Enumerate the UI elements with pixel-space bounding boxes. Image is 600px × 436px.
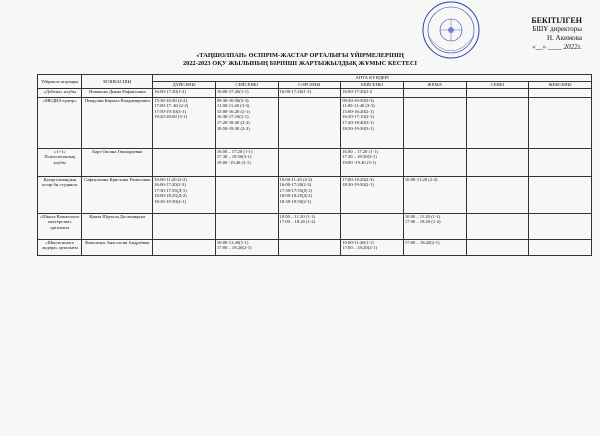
time-slot: 15:30-16:50 (2-2) — [154, 97, 188, 103]
leader-name: Қамза Шұғыла Досжанқызы — [82, 213, 153, 239]
schedule-cell — [215, 88, 278, 97]
schedule-cell — [215, 97, 278, 148]
schedule-cell — [278, 148, 341, 176]
time-slot: 17:50-19:10(3-1) — [154, 108, 186, 114]
schedule-cell — [215, 176, 278, 213]
time-slot: 10:00-11:20(1-1) — [216, 239, 249, 245]
header-leader: КОШБАСШЫ — [82, 75, 153, 89]
schedule-cell — [278, 88, 341, 97]
club-name: «МЕДИА-центр» — [38, 97, 82, 148]
schedule-cell — [403, 213, 466, 239]
header-day: СЕНБІ — [466, 81, 529, 88]
schedule-cell — [153, 148, 216, 176]
time-slot: 15:00-16:20(2-1) — [342, 108, 374, 114]
table-row — [38, 213, 592, 239]
time-slot: 11:00-11:40 (3-3) — [216, 103, 250, 109]
time-slot: 10.00 – 11.20 (1-1) — [404, 213, 441, 219]
leader-name: Новикова Диана Рафаиловна — [82, 88, 153, 97]
approval-name: Н. Акимова — [546, 34, 582, 42]
time-slot: 18:30-19:50(2-1) — [342, 182, 374, 188]
time-slot: 16:00-17:20(2-3) — [279, 182, 312, 188]
leader-name: Пищулин Кирилл Владимирович — [82, 97, 153, 148]
schedule-cell — [153, 239, 216, 255]
header-day: ЖҰМА — [403, 81, 466, 88]
time-slot: 17:00 – 18:20(2-1) — [404, 239, 440, 245]
schedule-cell — [341, 213, 404, 239]
time-slot: 18:50-19:30(3-1) — [342, 125, 374, 131]
title-line-1: «ТАҢШОЛПАН» ӨСПІРІМ-ЖАСТАР ОРТАЛЫҒЫ ҮЙІРМЕЛЕРІНІҢ — [196, 52, 404, 59]
schedule-cell — [403, 239, 466, 255]
official-seal-stamp — [414, 0, 488, 60]
time-slot: 10:00-11:20(1-1) — [342, 239, 374, 245]
header-club: Үйірмеле атаулары — [38, 75, 82, 89]
time-slot: 10:00-11:20 (2-2) — [404, 176, 438, 182]
schedule-cell — [341, 148, 404, 176]
schedule-cell — [529, 88, 592, 97]
schedule-cell — [403, 88, 466, 97]
page-title — [0, 52, 600, 68]
time-slot: 17:00-18:20(2-3) — [342, 176, 374, 182]
header-day: ДҮЙСЕНБІ — [153, 81, 216, 88]
header-day: БЕЙСЕНБІ — [341, 81, 404, 88]
time-slot: 11:00-11:40 (3-3) — [342, 103, 375, 109]
schedule-cell — [466, 239, 529, 255]
schedule-cell — [153, 88, 216, 97]
approval-heading: БЕКІТІЛГЕН — [531, 16, 582, 25]
schedule-cell — [215, 148, 278, 176]
time-slot: 17:00 – 18:20(2-1) — [342, 245, 377, 251]
time-slot: 17.30 – 18:50(3-1) — [342, 154, 377, 160]
header-day: СЕЙСЕНБІ — [215, 81, 278, 88]
header-day: ЖЕКСЕНБІ — [529, 81, 592, 88]
schedule-cell — [529, 239, 592, 255]
time-slot: 17:20-18:40 (2-2) — [216, 119, 250, 125]
club-name: «1+1» Психологиялық клубы — [38, 148, 82, 176]
time-slot: 16:00-17:20(1-2 — [342, 88, 373, 94]
time-slot: 17:20-18:40(3-1) — [342, 119, 374, 125]
time-slot: 10:00-11:20 (2-2) — [279, 176, 313, 182]
time-slot: 17.00 – 18:20 (1-2) — [404, 219, 441, 225]
schedule-cell — [529, 148, 592, 176]
leader-name: Ковальчук Анастасия Андреевна — [82, 239, 153, 255]
time-slot: 18:00-18:25(Д-2) — [154, 193, 187, 199]
schedule-table — [37, 74, 592, 256]
schedule-cell — [529, 176, 592, 213]
table-row — [38, 239, 592, 255]
time-slot: 10:00-11:20 (2-2) — [154, 176, 187, 182]
schedule-cell — [153, 176, 216, 213]
time-slot: 17:00-17: 40 (2-2) — [154, 103, 189, 109]
schedule-cell — [403, 148, 466, 176]
schedule-cell — [466, 148, 529, 176]
schedule-cell — [278, 176, 341, 213]
time-slot: 16.00 – 17.20 (1-1) — [216, 148, 253, 154]
schedule-cell — [215, 213, 278, 239]
schedule-cell — [341, 176, 404, 213]
time-slot: 09:30-10:50(3-3) — [216, 97, 249, 103]
schedule-cell — [278, 213, 341, 239]
time-slot: 16:30-17:10(2-1) — [342, 114, 374, 120]
time-slot: 17:30-17:55(Д-1) — [154, 187, 187, 193]
time-slot: 16:00-17:20(2-3) — [154, 182, 186, 188]
schedule-cell — [466, 213, 529, 239]
schedule-cell — [403, 97, 466, 148]
time-slot: 19:20-20:00 (3-1) — [154, 114, 188, 120]
time-slot: 17.30 – 18:50(3-1) — [216, 154, 252, 160]
time-slot: 19:00 -19.40 (3-1) — [342, 159, 376, 165]
schedule-cell — [529, 97, 592, 148]
schedule-cell — [341, 88, 404, 97]
time-slot: 16.00 – 17.20 (1-1) — [342, 148, 378, 154]
approval-date: «__» ____ 2022г. — [532, 43, 582, 51]
approval-block — [531, 16, 582, 52]
schedule-cell — [215, 239, 278, 255]
header-day: СӘРСЕНБІ — [278, 81, 341, 88]
schedule-cell — [341, 97, 404, 148]
time-slot: 19:00 -19.40 (3-1) — [216, 159, 251, 165]
schedule-cell — [466, 97, 529, 148]
schedule-cell — [153, 213, 216, 239]
schedule-cell — [153, 97, 216, 148]
time-slot: 17:00 – 18:20(2-1) — [216, 245, 252, 251]
schedule-cell — [466, 176, 529, 213]
table-row — [38, 176, 592, 213]
schedule-cell — [529, 213, 592, 239]
leader-name: Сафиуллина Кристина Рамисовна — [82, 176, 153, 213]
schedule-cell — [278, 97, 341, 148]
time-slot: 16:30-17:10(2-1) — [216, 114, 249, 120]
time-slot: 10.00 – 11.20 (1-1) — [279, 213, 315, 219]
approval-position: БШҰ директоры — [532, 25, 582, 33]
time-slot: 18:50-19:30 (2-2) — [216, 125, 250, 131]
club-name: «Дебаты» клубы — [38, 88, 82, 97]
header-week: АПТА КҮНДЕРІ — [153, 75, 592, 82]
title-line-2: 2022-2023 ОҚУ ЖЫЛЫНЫҢ БІРІНШІ ЖАРТЫЖЫЛДЫҚ ЖҰМЫС КЕСТЕСІ — [182, 60, 418, 67]
time-slot: 16:00-17:20(1-1) — [216, 88, 249, 94]
club-name: «Школа Вожатского мастерства» орталығы — [38, 213, 82, 239]
schedule-cell — [278, 239, 341, 255]
schedule-rows — [38, 88, 592, 255]
time-slot: 15:00-16:20 (2-1) — [216, 108, 250, 114]
time-slot: 17:30-17:55(Д-1) — [279, 187, 313, 193]
time-slot: 09:30-10:50(3-3) — [342, 97, 374, 103]
schedule-cell — [341, 239, 404, 255]
table-row — [38, 88, 592, 97]
time-slot: 17.00 – 18:20 (1-2) — [279, 219, 316, 225]
leader-name: Барт Оксана Геннадиевна — [82, 148, 153, 176]
club-name: Қазіргізамандық астар бн студиясы — [38, 176, 82, 213]
schedule-cell — [466, 88, 529, 97]
time-slot: 16:00-17:20(1-2) — [154, 88, 186, 94]
time-slot: 18:00-18:25(Д-2) — [279, 193, 313, 199]
schedule-cell — [403, 176, 466, 213]
time-slot: 18:30-19:50(2-1) — [154, 198, 186, 204]
club-name: «Школа юного лидера» орталығы — [38, 239, 82, 255]
time-slot: 18:30-19:50(2-1) — [279, 198, 312, 204]
table-row — [38, 97, 592, 148]
table-row — [38, 148, 592, 176]
time-slot: 16:00-17:20(1-1) — [279, 88, 312, 94]
